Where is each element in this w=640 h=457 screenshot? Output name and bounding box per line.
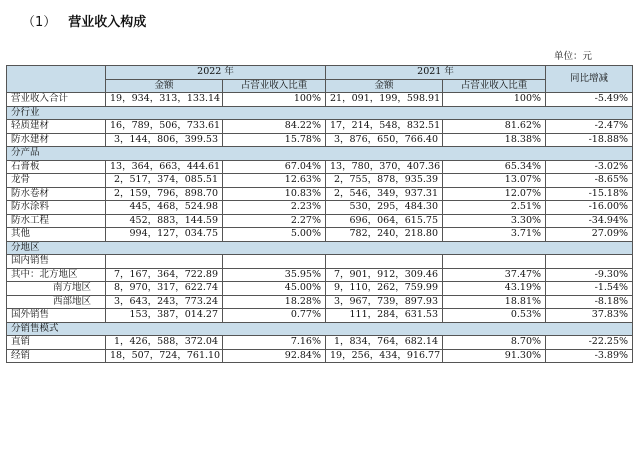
ratio-2022-cell: 15.78% xyxy=(223,133,326,147)
change-cell: -34.94% xyxy=(546,214,633,228)
amount-2022-cell xyxy=(106,255,223,269)
row-label: 其他 xyxy=(7,228,106,242)
amount-2022-cell: 19，934，313，133.14 xyxy=(106,93,223,107)
amount-2021-cell: 1，834，764，682.14 xyxy=(326,336,443,350)
change-cell: -22.25% xyxy=(546,336,633,350)
change-cell: 27.09% xyxy=(546,228,633,242)
row-label: 南方地区 xyxy=(7,282,106,296)
ratio-2021-cell: 100% xyxy=(443,93,546,107)
ratio-2021-cell: 18.38% xyxy=(443,133,546,147)
ratio-2022-cell: 0.77% xyxy=(223,309,326,323)
table-row xyxy=(7,268,633,282)
table-row xyxy=(7,228,633,242)
row-label: 国外销售 xyxy=(7,309,106,323)
ratio-2022-cell: 84.22% xyxy=(223,120,326,134)
section-row xyxy=(7,147,633,161)
table-row xyxy=(7,255,633,269)
change-cell: -16.00% xyxy=(546,201,633,215)
ratio-2021-cell: 81.62% xyxy=(443,120,546,134)
unit-label: 单位：元 xyxy=(553,51,592,62)
table-row xyxy=(7,295,633,309)
amount-2022-cell: 153，387，014.27 xyxy=(106,309,223,323)
row-label: 营业收入合计 xyxy=(7,93,106,107)
ratio-2022-cell: 100% xyxy=(223,93,326,107)
amount-2021-cell: 19，256，434，916.77 xyxy=(326,349,443,363)
change-cell: -2.47% xyxy=(546,120,633,134)
ratio-2021-cell: 65.34% xyxy=(443,160,546,174)
ratio-2022-cell: 5.00% xyxy=(223,228,326,242)
change-cell: -3.02% xyxy=(546,160,633,174)
section-label: 分行业 xyxy=(7,106,633,120)
amount-2021-cell: 782，240，218.80 xyxy=(326,228,443,242)
table-row xyxy=(7,160,633,174)
row-label: 直销 xyxy=(7,336,106,350)
amount-2022-cell: 445，468，524.98 xyxy=(106,201,223,215)
section-row xyxy=(7,106,633,120)
amount-2021-cell: 7，901，912，309.46 xyxy=(326,268,443,282)
revenue-composition-table xyxy=(6,65,633,363)
amount-2021-cell: 3，876，650，766.40 xyxy=(326,133,443,147)
heading-text: 营业收入构成 xyxy=(68,15,147,30)
ratio-2021-cell: 2.51% xyxy=(443,201,546,215)
ratio-2022-cell: 10.83% xyxy=(223,187,326,201)
amount-2021-cell: 9，110，262，759.99 xyxy=(326,282,443,296)
table-row xyxy=(7,214,633,228)
amount-2021-cell: 696，064，615.75 xyxy=(326,214,443,228)
change-cell xyxy=(546,255,633,269)
change-cell: -15.18% xyxy=(546,187,633,201)
amount-2021-cell: 2，755，878，935.39 xyxy=(326,174,443,188)
ratio-2021-cell: 43.19% xyxy=(443,282,546,296)
ratio-2021-cell: 18.81% xyxy=(443,295,546,309)
row-label: 国内销售 xyxy=(7,255,106,269)
ratio-2022-cell: 12.63% xyxy=(223,174,326,188)
row-label: 防水卷材 xyxy=(7,187,106,201)
header-change: 同比增减 xyxy=(546,66,633,93)
amount-2022-cell: 1，426，588，372.04 xyxy=(106,336,223,350)
ratio-2022-cell: 2.23% xyxy=(223,201,326,215)
row-label: 其中：北方地区 xyxy=(7,268,106,282)
ratio-2022-cell: 2.27% xyxy=(223,214,326,228)
row-label: 轻质建材 xyxy=(7,120,106,134)
ratio-2021-cell: 3.71% xyxy=(443,228,546,242)
change-cell: -18.88% xyxy=(546,133,633,147)
ratio-2021-cell: 13.07% xyxy=(443,174,546,188)
ratio-2022-cell: 45.00% xyxy=(223,282,326,296)
section-label: 分地区 xyxy=(7,241,633,255)
table-row xyxy=(7,133,633,147)
change-cell: -8.18% xyxy=(546,295,633,309)
ratio-2021-cell: 0.53% xyxy=(443,309,546,323)
amount-2021-cell xyxy=(326,255,443,269)
table-row xyxy=(7,309,633,323)
amount-2022-cell: 13，364，663，444.61 xyxy=(106,160,223,174)
table-row xyxy=(7,93,633,107)
amount-2022-cell: 3，643，243，773.24 xyxy=(106,295,223,309)
amount-2022-cell: 18，507，724，761.10 xyxy=(106,349,223,363)
ratio-2021-cell: 12.07% xyxy=(443,187,546,201)
table-row xyxy=(7,120,633,134)
amount-2022-cell: 7，167，364，722.89 xyxy=(106,268,223,282)
amount-2021-cell: 530，295，484.30 xyxy=(326,201,443,215)
header-year-2022: 2022 年 xyxy=(106,66,326,80)
table-row xyxy=(7,174,633,188)
table-row xyxy=(7,349,633,363)
header-blank-cell xyxy=(7,66,106,93)
amount-2021-cell: 111，284，631.53 xyxy=(326,309,443,323)
amount-2022-cell: 994，127，034.75 xyxy=(106,228,223,242)
section-row xyxy=(7,322,633,336)
ratio-2022-cell: 18.28% xyxy=(223,295,326,309)
change-cell: 37.83% xyxy=(546,309,633,323)
table-row xyxy=(7,336,633,350)
table-row xyxy=(7,187,633,201)
change-cell: -8.65% xyxy=(546,174,633,188)
header-ratio-2022: 占营业收入比重 xyxy=(223,79,326,93)
amount-2022-cell: 2，517，374，085.51 xyxy=(106,174,223,188)
ratio-2021-cell: 91.30% xyxy=(443,349,546,363)
row-label: 石膏板 xyxy=(7,160,106,174)
row-label: 防水工程 xyxy=(7,214,106,228)
header-amount-2022: 金额 xyxy=(106,79,223,93)
amount-2022-cell: 8，970，317，622.74 xyxy=(106,282,223,296)
ratio-2021-cell: 8.70% xyxy=(443,336,546,350)
ratio-2022-cell xyxy=(223,255,326,269)
ratio-2022-cell: 7.16% xyxy=(223,336,326,350)
row-label: 防水涂料 xyxy=(7,201,106,215)
amount-2021-cell: 2，546，349，937.31 xyxy=(326,187,443,201)
row-label: 经销 xyxy=(7,349,106,363)
amount-2021-cell: 13，780，370，407.36 xyxy=(326,160,443,174)
table-row xyxy=(7,201,633,215)
change-cell: -1.54% xyxy=(546,282,633,296)
header-ratio-2021: 占营业收入比重 xyxy=(443,79,546,93)
change-cell: -5.49% xyxy=(546,93,633,107)
ratio-2022-cell: 92.84% xyxy=(223,349,326,363)
section-heading xyxy=(22,11,146,30)
row-label: 防水建材 xyxy=(7,133,106,147)
change-cell: -3.89% xyxy=(546,349,633,363)
header-amount-2021: 金额 xyxy=(326,79,443,93)
amount-2021-cell: 3，967，739，897.93 xyxy=(326,295,443,309)
amount-2022-cell: 3，144，806，399.53 xyxy=(106,133,223,147)
row-label: 龙骨 xyxy=(7,174,106,188)
amount-2021-cell: 17，214，548，832.51 xyxy=(326,120,443,134)
ratio-2021-cell xyxy=(443,255,546,269)
ratio-2022-cell: 35.95% xyxy=(223,268,326,282)
heading-number: （1） xyxy=(22,15,57,30)
section-row xyxy=(7,241,633,255)
table-row xyxy=(7,282,633,296)
section-label: 分销售模式 xyxy=(7,322,633,336)
header-year-2021: 2021 年 xyxy=(326,66,546,80)
amount-2022-cell: 16，789，506，733.61 xyxy=(106,120,223,134)
header-row-years xyxy=(7,66,633,80)
ratio-2021-cell: 3.30% xyxy=(443,214,546,228)
ratio-2021-cell: 37.47% xyxy=(443,268,546,282)
amount-2022-cell: 452，883，144.59 xyxy=(106,214,223,228)
amount-2022-cell: 2，159，796，898.70 xyxy=(106,187,223,201)
change-cell: -9.30% xyxy=(546,268,633,282)
row-label: 西部地区 xyxy=(7,295,106,309)
amount-2021-cell: 21，091，199，598.91 xyxy=(326,93,443,107)
ratio-2022-cell: 67.04% xyxy=(223,160,326,174)
section-label: 分产品 xyxy=(7,147,633,161)
